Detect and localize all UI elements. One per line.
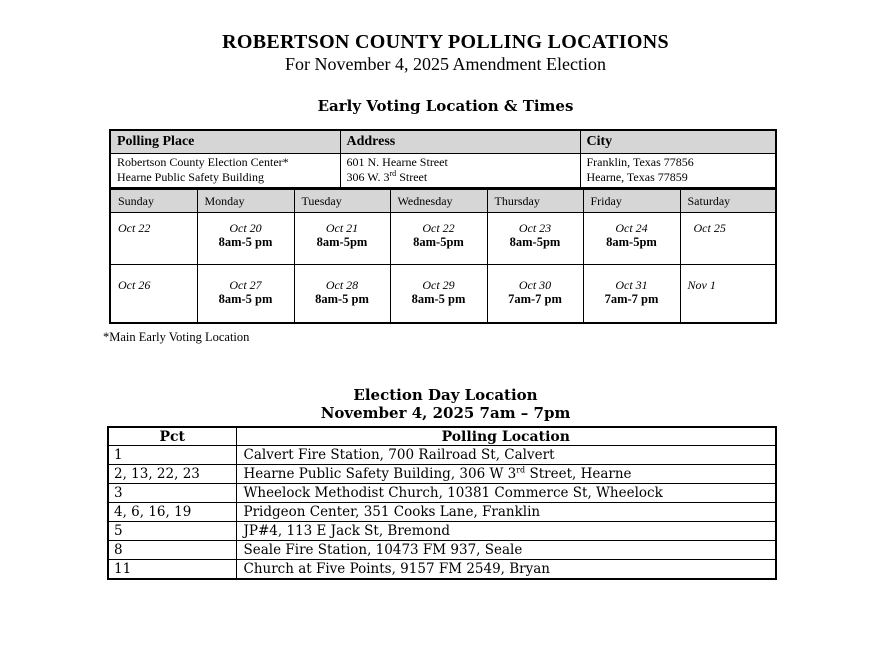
places-header-row — [110, 130, 776, 154]
date-label: Oct 23 — [518, 221, 552, 235]
polling-place-column-header: Polling Place — [110, 130, 340, 154]
location-cell — [236, 465, 776, 484]
schedule-cell — [110, 265, 197, 324]
schedule-week-row — [110, 265, 776, 324]
polling-place-line: Hearne Public Safety Building — [117, 170, 264, 184]
ordinal-superscript: rd — [516, 465, 526, 475]
precinct-row — [108, 446, 776, 465]
address-column-header: Address — [340, 130, 580, 154]
time-label: 8am-5pm — [316, 235, 368, 249]
precinct-row — [108, 465, 776, 484]
date-label: Oct 26 — [118, 278, 151, 292]
early-voting-tables — [109, 129, 775, 324]
location-cell: Seale Fire Station, 10473 FM 937, Seale — [236, 541, 776, 560]
location-cell: Wheelock Methodist Church, 10381 Commerce St, Wheelock — [236, 484, 776, 503]
ordinal-superscript: rd — [389, 169, 397, 178]
date-label: Oct 22 — [422, 221, 455, 235]
election-day-datetime: November 4, 2025 7am – 7pm — [320, 404, 571, 422]
day-header-thursday: Thursday — [487, 189, 583, 213]
pct-cell: 8 — [108, 541, 236, 560]
city-line: Franklin, Texas 77856 — [586, 155, 694, 169]
city-column-header: City — [580, 130, 776, 154]
time-label: 8am-5 pm — [411, 292, 466, 306]
location-text: Street, Hearne — [525, 466, 632, 482]
election-day-heading: Election Day Location — [353, 386, 538, 404]
day-header-friday: Friday — [583, 189, 680, 213]
polling-place-cell — [110, 154, 340, 189]
schedule-cell — [583, 213, 680, 265]
date-label: Oct 28 — [325, 278, 359, 292]
places-data-row — [110, 154, 776, 189]
day-header-tuesday: Tuesday — [294, 189, 390, 213]
location-cell: Calvert Fire Station, 700 Railroad St, Calvert — [236, 446, 776, 465]
date-label: Oct 25 — [693, 221, 726, 235]
precinct-row — [108, 503, 776, 522]
schedule-week-row — [110, 213, 776, 265]
city-cell — [580, 154, 776, 189]
date-label: Oct 21 — [325, 221, 359, 235]
address-text: Street — [396, 170, 428, 184]
schedule-cell — [197, 213, 294, 265]
date-label: Oct 20 — [229, 221, 262, 235]
schedule-cell — [583, 265, 680, 324]
day-header-sunday: Sunday — [110, 189, 197, 213]
precinct-row — [108, 541, 776, 560]
address-text: 306 W. 3 — [346, 170, 390, 184]
schedule-cell — [487, 213, 583, 265]
schedule-cell — [680, 213, 776, 265]
schedule-cell — [294, 213, 390, 265]
schedule-cell — [680, 265, 776, 324]
polling-places-table — [109, 129, 777, 189]
schedule-cell — [294, 265, 390, 324]
election-day-precinct-table — [107, 426, 777, 580]
time-label: 8am-5 pm — [218, 235, 273, 249]
date-label: Nov 1 — [687, 278, 716, 292]
city-line: Hearne, Texas 77859 — [586, 170, 688, 184]
location-cell: Church at Five Points, 9157 FM 2549, Bryan — [236, 560, 776, 580]
location-cell: Pridgeon Center, 351 Cooks Lane, Franklin — [236, 503, 776, 522]
time-label: 8am-5 pm — [218, 292, 273, 306]
address-line — [347, 170, 574, 185]
precinct-row — [108, 484, 776, 503]
pct-column-header: Pct — [108, 427, 236, 446]
schedule-cell — [390, 213, 487, 265]
date-label: Oct 30 — [518, 278, 552, 292]
time-label: 7am-7 pm — [604, 292, 659, 306]
time-label: 8am-5 pm — [315, 292, 369, 306]
polling-location-column-header: Polling Location — [236, 427, 776, 446]
schedule-cell — [110, 213, 197, 265]
pct-cell: 3 — [108, 484, 236, 503]
page-subtitle: For November 4, 2025 Amendment Election — [285, 54, 606, 74]
schedule-cell — [390, 265, 487, 324]
day-header-monday: Monday — [197, 189, 294, 213]
time-label: 7am-7 pm — [508, 292, 562, 306]
early-voting-heading: Early Voting Location & Times — [317, 97, 574, 115]
schedule-cell — [197, 265, 294, 324]
address-cell — [340, 154, 580, 189]
date-label: Oct 27 — [229, 278, 262, 292]
pct-cell: 4, 6, 16, 19 — [108, 503, 236, 522]
precinct-header-row — [108, 427, 776, 446]
day-header-row — [110, 189, 776, 213]
date-label: Oct 29 — [422, 278, 455, 292]
early-voting-schedule-table — [109, 188, 777, 324]
date-label: Oct 24 — [615, 221, 648, 235]
day-header-saturday: Saturday — [680, 189, 776, 213]
schedule-cell — [487, 265, 583, 324]
precinct-row — [108, 560, 776, 580]
location-cell: JP#4, 113 E Jack St, Bremond — [236, 522, 776, 541]
polling-place-line: Robertson County Election Center* — [117, 155, 289, 169]
date-label: Oct 22 — [118, 221, 151, 235]
day-header-wednesday: Wednesday — [390, 189, 487, 213]
time-label: 8am-5pm — [606, 235, 657, 249]
pct-cell: 5 — [108, 522, 236, 541]
address-line: 601 N. Hearne Street — [346, 155, 448, 169]
time-label: 8am-5pm — [413, 235, 464, 249]
location-text: Hearne Public Safety Building, 306 W 3 — [243, 466, 517, 482]
precinct-row — [108, 522, 776, 541]
time-label: 8am-5pm — [509, 235, 561, 249]
date-label: Oct 31 — [615, 278, 648, 292]
pct-cell: 1 — [108, 446, 236, 465]
page-title: ROBERTSON COUNTY POLLING LOCATIONS — [222, 31, 669, 53]
main-early-voting-footnote: *Main Early Voting Location — [103, 330, 250, 344]
pct-cell: 11 — [108, 560, 236, 580]
pct-cell: 2, 13, 22, 23 — [108, 465, 236, 484]
